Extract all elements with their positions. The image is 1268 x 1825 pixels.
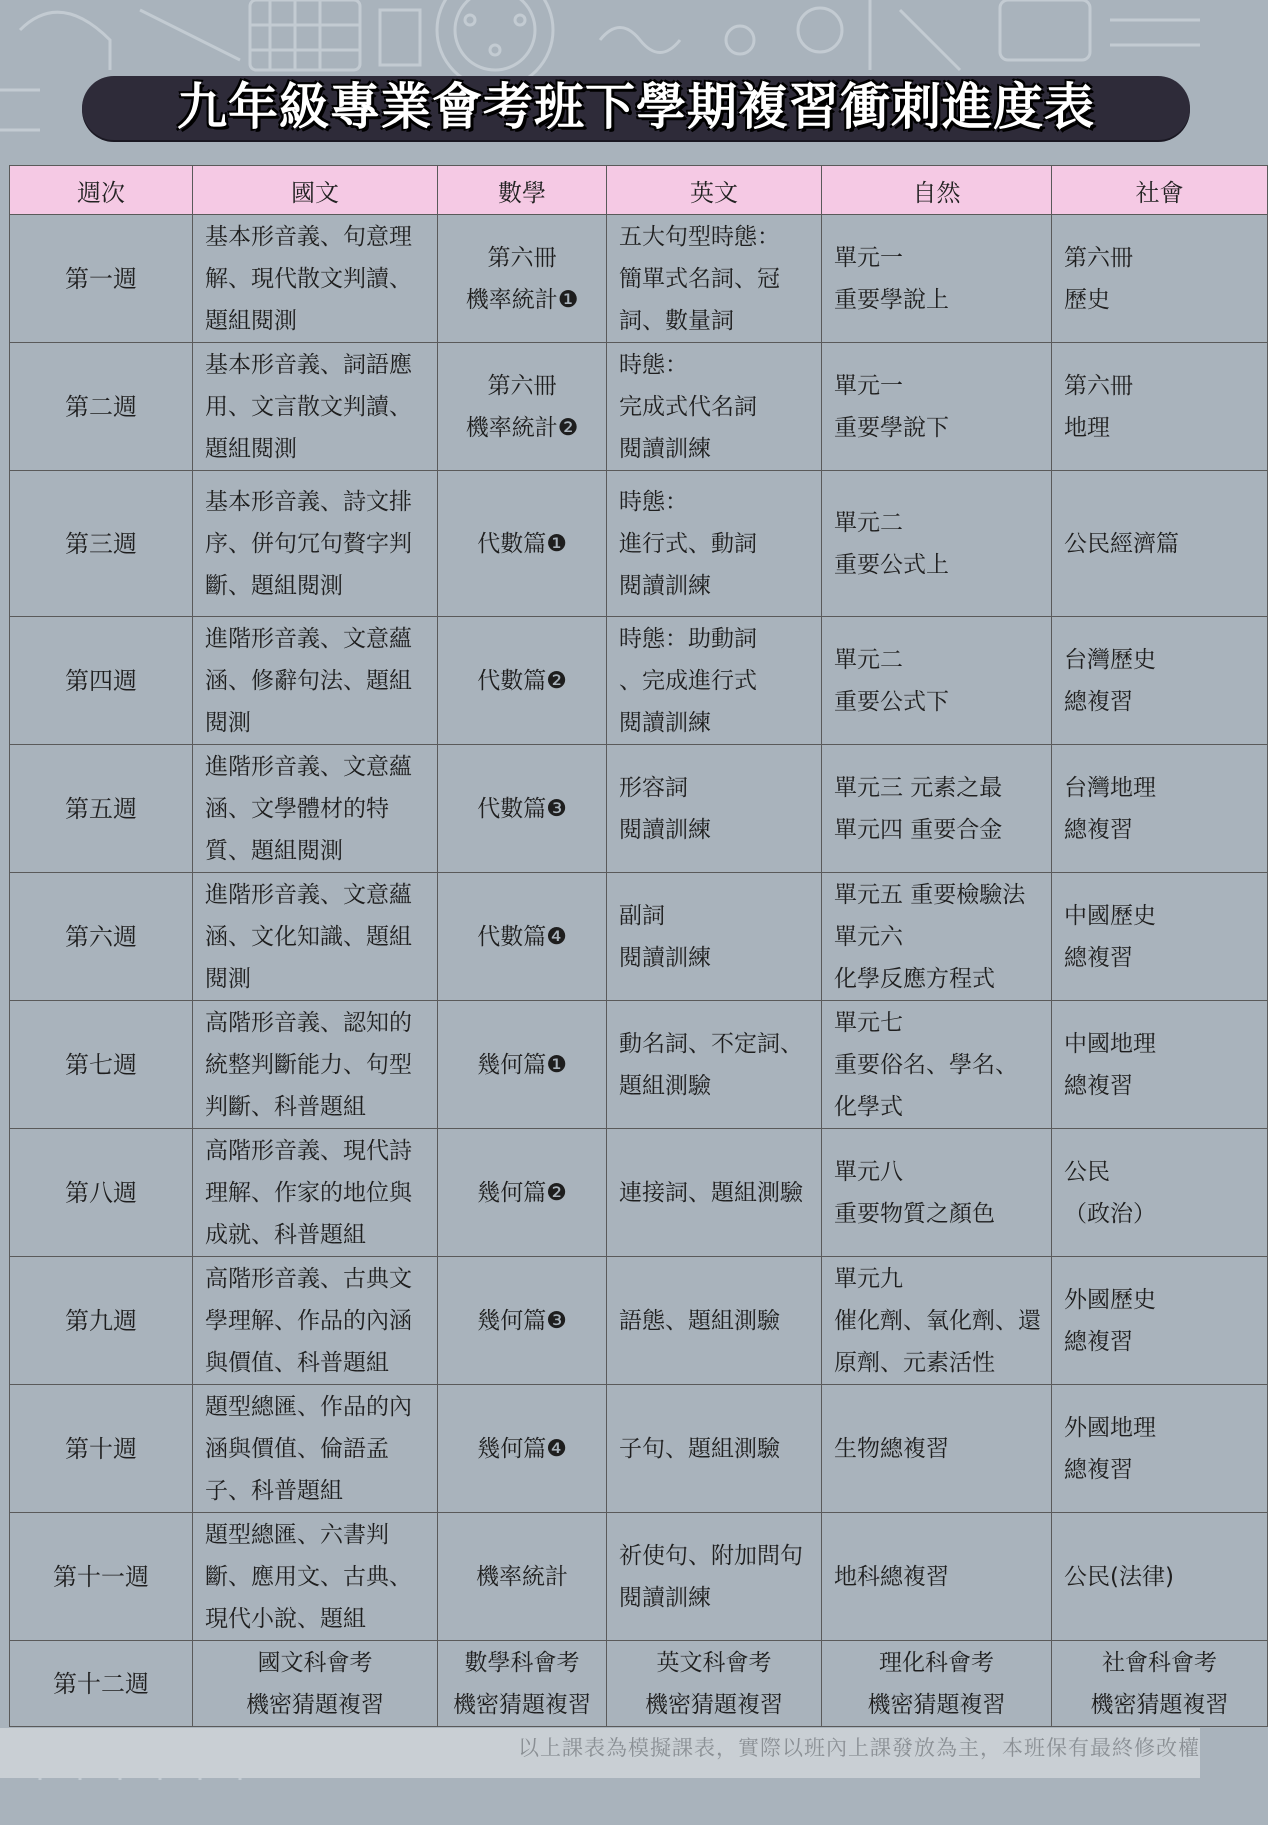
table-row <box>10 471 1268 617</box>
cell-science <box>822 1513 1052 1641</box>
cell-science <box>822 343 1052 471</box>
cell-science <box>822 471 1052 617</box>
cell-line: 單元二 <box>834 509 903 536</box>
cell-line: 總複習 <box>1064 944 1133 971</box>
cell-english <box>607 1513 822 1641</box>
cell-line: 閱測 <box>205 709 251 736</box>
cell-line: 理解、作家的地位與 <box>205 1179 412 1206</box>
cell-week: 第四週 <box>10 617 193 745</box>
table-row <box>10 617 1268 745</box>
cell-line: 總複習 <box>1064 816 1133 843</box>
cell-line: 時態：助動詞 <box>619 625 757 652</box>
cell-line: 閱讀訓練 <box>619 709 711 736</box>
cell-line: 代數篇❹ <box>477 923 567 950</box>
cell-line: 涵、修辭句法、題組 <box>205 667 412 694</box>
cell-line: 題組閱測 <box>205 307 297 334</box>
cell-line: 閱測 <box>205 965 251 992</box>
cell-line: 閱讀訓練 <box>619 944 711 971</box>
table-row <box>10 1129 1268 1257</box>
cell-line: 中國歷史 <box>1064 902 1156 929</box>
cell-line: 代數篇❷ <box>477 667 567 694</box>
cell-line: 連接詞、題組測驗 <box>619 1179 803 1206</box>
table-row <box>10 873 1268 1001</box>
cell-line: 閱讀訓練 <box>619 816 711 843</box>
cell-line: 高階形音義、古典文 <box>205 1265 412 1292</box>
cell-chinese <box>193 1385 438 1513</box>
cell-line: 祈使句、附加問句 <box>619 1542 803 1569</box>
cell-line: 外國歷史 <box>1064 1286 1156 1313</box>
cell-line: 重要學說下 <box>834 414 949 441</box>
cell-line: 統整判斷能力、句型 <box>205 1051 412 1078</box>
cell-social <box>1052 471 1268 617</box>
cell-line: 幾何篇❸ <box>477 1307 567 1334</box>
cell-science <box>822 1129 1052 1257</box>
cell-social <box>1052 1257 1268 1385</box>
cell-line: 幾何篇❷ <box>477 1179 567 1206</box>
header-english: 英文 <box>607 166 822 215</box>
table-row <box>10 343 1268 471</box>
cell-math <box>438 617 607 745</box>
cell-math <box>438 1257 607 1385</box>
cell-line: 公民(法律) <box>1064 1563 1174 1590</box>
cell-english <box>607 617 822 745</box>
cell-line: 機率統計❷ <box>465 414 579 441</box>
table-row <box>10 1641 1268 1727</box>
cell-chinese <box>193 1129 438 1257</box>
cell-line: 涵、文學體材的特 <box>205 795 389 822</box>
cell-math <box>438 1385 607 1513</box>
cell-social <box>1052 1129 1268 1257</box>
cell-week: 第九週 <box>10 1257 193 1385</box>
cell-line: 解、現代散文判讀、 <box>205 265 412 292</box>
cell-social <box>1052 1513 1268 1641</box>
cell-line: 歷史 <box>1064 286 1110 313</box>
cell-line: 社會科會考 <box>1102 1649 1217 1676</box>
cell-line: 現代小說、題組 <box>205 1605 366 1632</box>
cell-line: 高階形音義、現代詩 <box>205 1137 412 1164</box>
cell-line: 機密猜題複習 <box>453 1691 591 1718</box>
cell-social <box>1052 617 1268 745</box>
cell-line: 動名詞、不定詞、 <box>619 1030 803 1057</box>
cell-social <box>1052 215 1268 343</box>
cell-social <box>1052 873 1268 1001</box>
cell-line: 單元五 重要檢驗法 <box>834 881 1026 908</box>
cell-line: 基本形音義、詩文排 <box>205 488 412 515</box>
cell-math <box>438 215 607 343</box>
cell-week: 第六週 <box>10 873 193 1001</box>
cell-chinese <box>193 1641 438 1727</box>
schedule-body <box>10 215 1268 1727</box>
cell-line: 單元一 <box>834 372 903 399</box>
cell-line: 地理 <box>1064 414 1110 441</box>
header-social: 社會 <box>1052 166 1268 215</box>
cell-line: 成就、科普題組 <box>205 1221 366 1248</box>
cell-math <box>438 1641 607 1727</box>
cell-line: 重要學說上 <box>834 286 949 313</box>
table-row <box>10 215 1268 343</box>
cell-line: 形容詞 <box>619 774 688 801</box>
cell-line: 題型總匯、六書判 <box>205 1521 389 1548</box>
cell-week: 第十二週 <box>10 1641 193 1727</box>
schedule-table-container <box>9 165 1229 1725</box>
cell-line: 閱讀訓練 <box>619 572 711 599</box>
cell-social <box>1052 343 1268 471</box>
cell-line: 用、文言散文判讀、 <box>205 393 412 420</box>
cell-line: 數學科會考 <box>464 1649 580 1676</box>
cell-line: 基本形音義、句意理 <box>205 223 412 250</box>
cell-english <box>607 1385 822 1513</box>
cell-week: 第十一週 <box>10 1513 193 1641</box>
cell-line: 、完成進行式 <box>619 667 757 694</box>
cell-line: 公民經濟篇 <box>1064 530 1179 557</box>
cell-line: 原劑、元素活性 <box>834 1349 995 1376</box>
cell-english <box>607 343 822 471</box>
cell-social <box>1052 745 1268 873</box>
cell-line: 進行式、動詞 <box>619 530 757 557</box>
cell-line: 機密猜題複習 <box>867 1691 1006 1718</box>
cell-line: 重要公式下 <box>834 688 949 715</box>
cell-english <box>607 873 822 1001</box>
page-title: 九年級專業會考班下學期複習衝刺進度表 <box>177 78 1095 136</box>
cell-line: 進階形音義、文意蘊 <box>205 625 412 652</box>
cell-line: 單元九 <box>834 1265 903 1292</box>
cell-line: 中國地理 <box>1064 1030 1156 1057</box>
header-chinese: 國文 <box>193 166 438 215</box>
cell-line: 化學式 <box>834 1093 903 1120</box>
cell-line: 機率統計❶ <box>465 286 579 313</box>
cell-chinese <box>193 215 438 343</box>
cell-line: 題組閱測 <box>205 435 297 462</box>
cell-line: 總複習 <box>1064 1328 1133 1355</box>
cell-line: 第六冊 <box>487 372 557 399</box>
cell-line: 生物總複習 <box>834 1435 949 1462</box>
cell-chinese <box>193 1513 438 1641</box>
cell-week: 第八週 <box>10 1129 193 1257</box>
cell-line: 時態： <box>619 351 688 378</box>
cell-chinese <box>193 343 438 471</box>
cell-line: 斷、題組閱測 <box>205 572 343 599</box>
cell-line: 進階形音義、文意蘊 <box>205 881 412 908</box>
cell-line: 代數篇❶ <box>477 530 567 557</box>
cell-line: 閱讀訓練 <box>619 1584 711 1611</box>
cell-week: 第七週 <box>10 1001 193 1129</box>
cell-line: 單元六 <box>834 923 903 950</box>
cell-line: 化學反應方程式 <box>834 965 995 992</box>
cell-social <box>1052 1001 1268 1129</box>
cell-chinese <box>193 873 438 1001</box>
cell-week: 第十週 <box>10 1385 193 1513</box>
cell-line: 子、科普題組 <box>205 1477 343 1504</box>
cell-social <box>1052 1641 1268 1727</box>
cell-english <box>607 1001 822 1129</box>
cell-english <box>607 1257 822 1385</box>
cell-line: 副詞 <box>619 902 665 929</box>
cell-line: 第六冊 <box>1064 244 1133 271</box>
cell-line: 進階形音義、文意蘊 <box>205 753 412 780</box>
cell-science <box>822 215 1052 343</box>
cell-line: 催化劑、氧化劑、還 <box>834 1307 1041 1334</box>
cell-science <box>822 617 1052 745</box>
table-row <box>10 1257 1268 1385</box>
cell-line: 機密猜題複習 <box>645 1691 783 1718</box>
cell-science <box>822 1385 1052 1513</box>
cell-line: 代數篇❸ <box>477 795 567 822</box>
cell-line: 單元二 <box>834 646 903 673</box>
cell-line: 台灣歷史 <box>1064 646 1156 673</box>
cell-line: 子句、題組測驗 <box>619 1435 780 1462</box>
cell-line: 五大句型時態： <box>619 223 780 250</box>
cell-math <box>438 471 607 617</box>
cell-line: 判斷、科普題組 <box>205 1093 366 1120</box>
cell-line: 斷、應用文、古典、 <box>205 1563 412 1590</box>
cell-line: 單元三 元素之最 <box>834 774 1003 801</box>
cell-line: 第六冊 <box>487 244 557 271</box>
cell-line: 理化科會考 <box>879 1649 994 1676</box>
cell-line: 台灣地理 <box>1064 774 1156 801</box>
cell-line: 重要俗名、學名、 <box>834 1051 1018 1078</box>
cell-line: 英文科會考 <box>656 1649 772 1676</box>
cell-math <box>438 1129 607 1257</box>
table-row <box>10 1385 1268 1513</box>
cell-math <box>438 1001 607 1129</box>
cell-line: 幾何篇❶ <box>477 1051 567 1078</box>
cell-social <box>1052 1385 1268 1513</box>
cell-line: 語態、題組測驗 <box>619 1307 780 1334</box>
cell-english <box>607 1129 822 1257</box>
cell-science <box>822 873 1052 1001</box>
cell-line: 第六冊 <box>1064 372 1133 399</box>
cell-line: 題組測驗 <box>619 1072 711 1099</box>
cell-english <box>607 215 822 343</box>
cell-line: 公民 <box>1064 1158 1110 1185</box>
cell-line: 單元八 <box>834 1158 903 1185</box>
cell-line: 涵與價值、倫語孟 <box>205 1435 389 1462</box>
cell-line: 簡單式名詞、冠 <box>619 265 780 292</box>
cell-science <box>822 745 1052 873</box>
cell-week: 第二週 <box>10 343 193 471</box>
cell-line: 機密猜題複習 <box>246 1691 384 1718</box>
cell-math <box>438 873 607 1001</box>
cell-english <box>607 745 822 873</box>
cell-science <box>822 1001 1052 1129</box>
cell-line: 質、題組閱測 <box>205 837 343 864</box>
cell-line: 單元四 重要合金 <box>834 816 1003 843</box>
header-math: 數學 <box>438 166 607 215</box>
cell-math <box>438 1513 607 1641</box>
cell-line: 序、併句冗句贅字判 <box>205 530 412 557</box>
table-row <box>10 745 1268 873</box>
cell-week: 第三週 <box>10 471 193 617</box>
cell-line: 機密猜題複習 <box>1090 1691 1229 1718</box>
cell-line: 詞、數量詞 <box>619 307 734 334</box>
cell-line: 幾何篇❹ <box>477 1435 567 1462</box>
cell-math <box>438 343 607 471</box>
cell-line: 外國地理 <box>1064 1414 1156 1441</box>
cell-chinese <box>193 745 438 873</box>
cell-english <box>607 471 822 617</box>
cell-line: 重要物質之顏色 <box>834 1200 995 1227</box>
cell-line: 閱讀訓練 <box>619 435 711 462</box>
cell-line: 總複習 <box>1064 1072 1133 1099</box>
cell-line: 國文科會考 <box>257 1649 373 1676</box>
cell-line: 基本形音義、詞語應 <box>205 351 412 378</box>
header-row <box>10 166 1268 215</box>
cell-week: 第五週 <box>10 745 193 873</box>
cell-line: 重要公式上 <box>834 551 949 578</box>
cell-line: 學理解、作品的內涵 <box>205 1307 412 1334</box>
cell-science <box>822 1257 1052 1385</box>
cell-line: 單元七 <box>834 1009 903 1036</box>
cell-line: 總複習 <box>1064 1456 1133 1483</box>
header-science: 自然 <box>822 166 1052 215</box>
cell-science <box>822 1641 1052 1727</box>
cell-line: 涵、文化知識、題組 <box>205 923 412 950</box>
footer-note: 以上課表為模擬課表，實際以班內上課發放為主，本班保有最終修改權 <box>518 1736 1200 1760</box>
cell-line: 題型總匯、作品的內 <box>205 1393 412 1420</box>
cell-line: （政治） <box>1064 1200 1156 1227</box>
cell-line: 時態： <box>619 488 688 515</box>
table-row <box>10 1001 1268 1129</box>
cell-english <box>607 1641 822 1727</box>
cell-chinese <box>193 617 438 745</box>
cell-line: 完成式代名詞 <box>619 393 757 420</box>
header-week: 週次 <box>10 166 193 215</box>
cell-chinese <box>193 471 438 617</box>
schedule-table <box>9 165 1268 1727</box>
cell-math <box>438 745 607 873</box>
cell-line: 總複習 <box>1064 688 1133 715</box>
cell-chinese <box>193 1257 438 1385</box>
cell-week: 第一週 <box>10 215 193 343</box>
cell-line: 與價值、科普題組 <box>205 1349 389 1376</box>
cell-line: 地科總複習 <box>834 1563 949 1590</box>
cell-line: 機率統計 <box>476 1563 568 1590</box>
cell-line: 高階形音義、認知的 <box>205 1009 412 1036</box>
cell-chinese <box>193 1001 438 1129</box>
cell-line: 單元一 <box>834 244 903 271</box>
table-row <box>10 1513 1268 1641</box>
